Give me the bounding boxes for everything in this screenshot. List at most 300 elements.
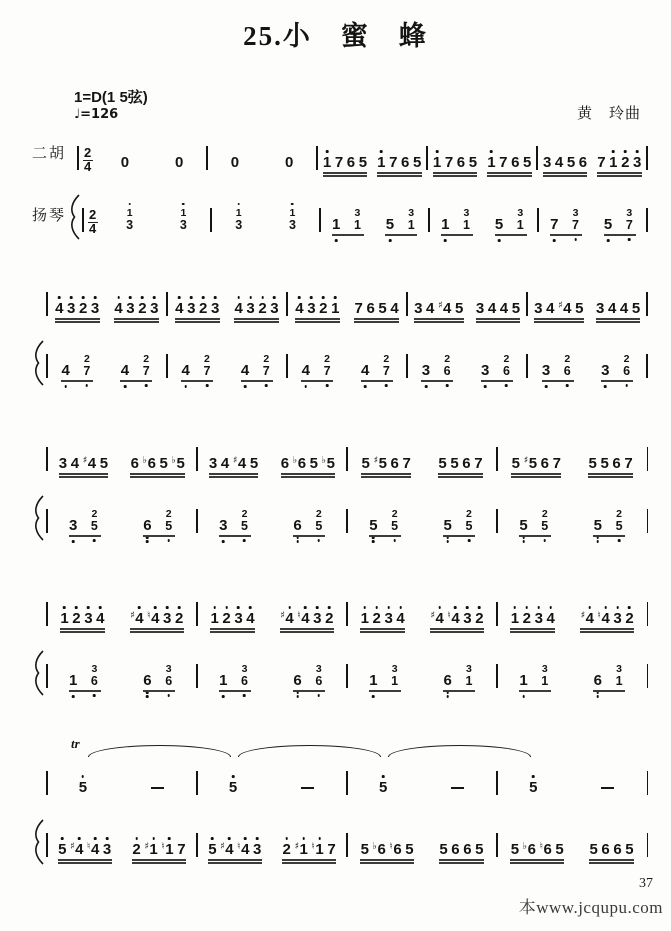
beat-group [180,352,215,379]
note [60,364,72,378]
note [399,156,411,170]
staff-erhu [32,278,648,316]
beam [281,473,336,475]
accidental: ♮ [87,841,91,852]
note-digit: 3 [542,364,550,378]
note [310,843,326,857]
octave-dot-above [628,606,631,609]
note [217,674,229,688]
note-digit: 4 [426,300,435,317]
note [227,781,239,795]
note-digit: 1 [511,612,519,626]
dash-note [151,787,164,789]
octave-dot-above [213,606,216,609]
note-digit: 6 [91,676,98,687]
note [411,156,423,170]
beam [543,172,588,174]
chord-stack [614,507,625,533]
note-digit: 0 [120,154,130,171]
beat-group [377,781,389,795]
beam [476,321,521,323]
note-digit: 4 [451,612,459,626]
note-digit: 6 [511,154,520,171]
note-digit: 3 [179,218,187,232]
beam [601,380,633,382]
beam [175,321,220,323]
note-digit: 2 [503,352,510,365]
note [323,612,335,626]
yangqin-brace-icon [68,194,82,240]
note [461,612,473,626]
beam [130,628,184,630]
note-digit: 3 [354,206,361,219]
note [248,457,260,471]
barline [647,664,649,688]
barline [647,771,649,795]
beam [597,175,642,177]
beam [430,631,484,633]
note-digit: 5 [604,218,612,232]
octave-dot-above [82,296,85,299]
note [472,457,484,471]
beat-group [509,612,557,626]
note [292,519,304,533]
beat-group [285,206,301,233]
beat-group [587,457,635,471]
note [330,218,342,232]
note-digit: 6 [346,154,356,171]
note-digit: 2 [175,612,183,626]
note-digit: 6 [297,455,307,472]
note-digit: 5 [378,455,387,472]
octave-dot-above [214,296,217,299]
accidental: ♯ [82,455,88,466]
beat-group [239,352,274,379]
octave-dot-below [318,539,321,542]
note-digit: 5 [511,300,521,317]
note [293,302,305,316]
beam [354,318,399,320]
beam [511,476,561,478]
octave-dot-below [222,540,225,543]
note [365,302,377,316]
measure [198,457,347,471]
note [540,662,549,675]
note-digit: 4 [55,302,63,316]
note-digit: 5 [249,455,259,472]
measure [198,662,347,689]
note [510,457,522,471]
beat-group [479,352,514,379]
beat-group [59,612,107,626]
note [442,352,451,365]
beat-group [448,787,467,795]
octave-dot-above [99,606,102,609]
octave-dot-above [237,606,240,609]
accidental: ♮ [311,841,315,852]
note-digit: 3 [422,364,430,378]
note [614,507,623,520]
measure [528,352,647,379]
beam [323,172,368,174]
note [125,206,134,219]
note [630,302,642,316]
beam [210,631,255,633]
note-digit: 5 [575,300,584,317]
note-digit: 7 [550,218,558,232]
note [390,507,399,520]
note [314,676,325,687]
beam [487,175,532,177]
beat-group [442,507,477,534]
note [217,519,229,533]
note [240,662,249,675]
chord-stack [261,352,272,378]
octave-dot-above [63,606,66,609]
beam [130,631,184,633]
note [527,781,539,795]
note-digit: 3 [84,612,92,626]
octave-dot-above [249,606,252,609]
tie-arc [388,745,531,757]
beat-group [588,843,636,857]
beat-group [594,302,642,316]
beam [377,172,422,174]
note-digit: 2 [625,612,633,626]
note-digit: 4 [390,300,399,317]
octave-dot-below [446,691,449,698]
octave-dot-below [604,385,607,388]
note-digit: 2 [621,156,629,170]
note-digit: 7 [624,455,633,472]
note [455,156,467,170]
note [353,302,365,316]
barline [647,833,649,857]
note [587,457,599,471]
note [436,302,453,316]
note-digit: 6 [543,841,552,858]
beam [369,690,401,692]
beam [208,859,262,861]
octave-dot-above [326,150,329,153]
note [292,674,304,688]
chord-stack [464,507,475,533]
beam [580,628,634,630]
note [320,457,337,471]
octave-dot-below [222,695,225,698]
staff-erhu [32,132,648,174]
note-digit: 1 [615,674,623,688]
beat-group [57,457,110,471]
beam [130,476,185,478]
measure [288,302,407,316]
barline [77,146,79,170]
beat-group [128,612,185,626]
octave-dot-above [78,837,81,840]
chord-stack [389,662,400,688]
note [464,507,473,520]
beam [510,862,564,864]
note-digit: 4 [586,612,594,626]
note [390,662,399,675]
beat-group [67,507,102,534]
beam [361,380,393,382]
measure [318,156,427,170]
note-digit: 7 [327,841,336,858]
beam [360,631,405,633]
octave-dot-above [298,296,301,299]
note-digit: 5 [465,521,472,532]
octave-dot-below [574,238,577,241]
octave-dot-below [243,539,246,542]
note [545,612,557,626]
note-digit: 6 [456,154,466,171]
note-digit: 6 [527,841,536,858]
chord-stack [287,206,298,232]
note-digit: 2 [91,507,98,520]
note [599,457,611,471]
octave-dot-above [273,296,276,299]
note-digit: 5 [229,781,237,795]
note [614,676,625,687]
note [231,457,248,471]
measure [198,781,347,795]
note [141,457,158,471]
staff-yangqin [32,819,648,857]
note-digit: 6 [241,676,248,687]
octave-dot-below [184,385,187,388]
note-digit: 7 [572,220,579,231]
barline [647,509,649,533]
measure [48,457,197,471]
note-digit: 3 [626,206,633,219]
chord-stack [89,507,100,533]
octave-dot-above [478,606,481,609]
beat-group [113,302,161,316]
note-digit: 4 [61,364,69,378]
note [464,521,475,532]
measure [538,156,647,170]
accidental: ♯ [373,455,379,466]
chord-stack [614,662,625,688]
staff-yangqin [32,495,648,533]
note [461,843,473,857]
beat-group [298,787,317,795]
note-digit: 1 [323,156,331,170]
octave-dot-below [545,385,548,388]
note [281,843,293,857]
chord-stack [464,662,475,688]
beam [542,380,574,382]
note [209,612,221,626]
note [67,519,79,533]
beam [69,535,101,537]
note [180,364,192,378]
octave-dot-above [291,203,294,206]
measure [408,352,527,379]
note [160,843,176,857]
octave-dot-above [82,775,85,778]
note [442,519,454,533]
beam [360,862,414,864]
note-digit: 2 [258,302,266,316]
accidental: ♮ [147,610,151,621]
note [473,843,485,857]
yangqin-brace-icon [32,495,46,541]
note-digit: 2 [383,352,390,365]
beam [385,234,417,236]
octave-dot-below [522,536,525,543]
chord-stack [539,507,550,533]
beam [59,476,109,478]
note [218,843,235,857]
note-digit: 5 [600,455,609,472]
note [509,612,521,626]
note [65,302,77,316]
note-digit: 6 [393,841,402,858]
note [300,364,312,378]
octave-dot-above [288,606,291,609]
measure [498,612,647,626]
note-digit: 4 [302,364,310,378]
note-digit: 2 [204,352,210,365]
note [389,676,400,687]
note-digit: 3 [208,455,218,472]
note [69,457,81,471]
octave-dot-above [211,837,214,840]
beat-group [173,302,221,316]
beat-group [360,457,413,471]
note [287,220,298,231]
beam [421,380,453,382]
beam [369,535,401,537]
barline [646,354,648,378]
measure [103,206,211,233]
octave-dot-above [328,606,331,609]
note-digit: 1 [377,156,385,170]
beam [604,234,636,236]
beat-group [77,781,89,795]
note [446,612,462,626]
note-digit: 6 [401,154,410,171]
note-digit: 7 [334,154,344,171]
octave-dot-above [168,837,171,840]
octave-dot-below [93,539,96,542]
note-digit: 5 [379,781,387,795]
octave-dot-above [202,296,205,299]
note-digit: 6 [601,841,610,858]
beam [519,535,551,537]
measure [498,457,647,471]
note [618,302,630,316]
note-digit: 2 [391,507,398,520]
chord-stack [501,352,512,378]
note-digit: 3 [541,662,548,675]
instrument-label: 扬琴 [32,208,67,224]
beam [593,535,625,537]
note-digit: 1 [127,209,133,218]
beam [443,535,475,537]
beam [293,690,325,692]
note [377,302,389,316]
octave-dot-above [190,296,193,299]
note-digit: 1 [369,674,377,688]
note [624,612,636,626]
note [221,612,233,626]
chord-stack [163,507,174,533]
tie-arc [238,745,381,757]
note-digit: 1 [353,218,361,232]
note [401,457,413,471]
note [486,302,498,316]
beam [439,862,484,864]
note-digit: 7 [597,154,606,171]
accidental: ♭ [171,455,176,466]
note [516,206,525,219]
note [239,364,251,378]
note [185,302,197,316]
measure [348,457,497,471]
octave-dot-below [446,384,449,387]
note [81,457,98,471]
chord-stack [178,206,189,232]
note [57,457,69,471]
accidental: ♯ [580,610,586,621]
measure [498,507,647,534]
measure [48,843,197,857]
note-digit: 5 [588,455,597,472]
note [89,302,101,316]
octave-dot-above [256,837,259,840]
note-digit: 4 [96,612,104,626]
accidental: ♮ [447,610,451,621]
note-digit: 1 [210,612,218,626]
octave-dot-above [624,150,627,153]
tempo-marking: ♩=126 [74,107,119,122]
accidental: ♯ [294,841,300,852]
note-digit: 6 [463,841,472,858]
note [389,302,401,316]
note [431,156,443,170]
octave-dot-above [178,606,181,609]
measure [212,206,320,233]
note-digit: 5 [58,843,66,857]
beam [280,631,334,633]
octave-dot-below [64,385,67,388]
note-digit: 1 [519,674,527,688]
note-digit: 3 [253,843,261,857]
octave-dot-above [318,837,321,840]
staff-erhu [32,433,648,471]
note-digit: 6 [390,455,399,472]
note-digit: 6 [623,366,630,377]
octave-dot-below [326,384,329,387]
note [599,364,611,378]
note-digit: 5 [378,300,387,317]
note [442,366,453,377]
note-digit: 3 [270,302,278,316]
note [314,507,323,520]
note-digit: 2 [616,507,622,520]
note [600,843,612,857]
octave-dot-below [553,239,556,242]
note-digit: 6 [444,674,452,688]
beat-group [438,843,486,857]
beat-group [60,352,95,379]
chord-stack [389,507,400,533]
beam [589,859,634,861]
note [501,366,512,377]
